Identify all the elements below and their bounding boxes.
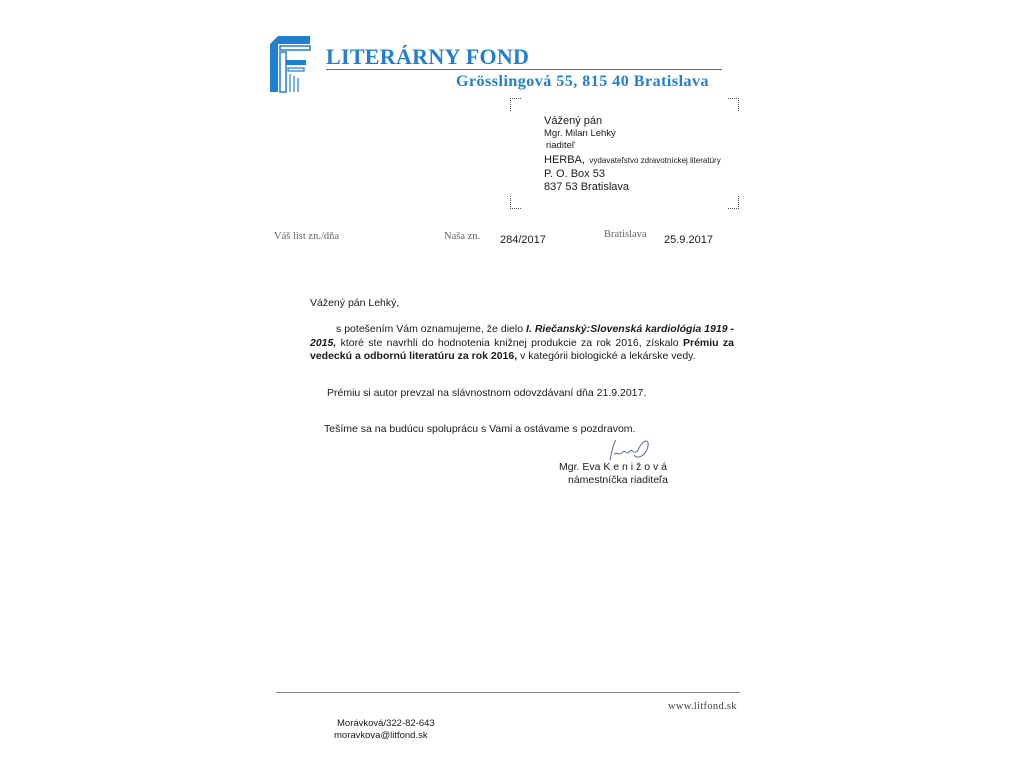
footer-contact-phone: Morávková/322-82-643 (337, 718, 435, 729)
greeting: Vážený pán Lehký, (310, 297, 400, 309)
paragraph-closing: Tešíme sa na budúcu spoluprácu s Vami a ostávame s pozdravom. (324, 423, 636, 435)
footer-rule (276, 692, 740, 693)
footer-contact-email: moravkova@litfond.sk (334, 730, 428, 741)
p1-text-c: ktoré ste navrhli do hodnotenia knižnej produkcie za rok 2016, získalo (336, 336, 683, 349)
our-ref-value: 284/2017 (500, 234, 546, 246)
litfond-logo-icon (268, 34, 314, 94)
letterhead-rule (326, 69, 722, 70)
paragraph-award-date: Prémiu si autor prevzal na slávnostnom odovzdávaní dňa 21.9.2017. (327, 387, 647, 399)
address-window-corner (510, 196, 521, 209)
our-ref-label: Naša zn. (444, 231, 481, 242)
book-title: I. Riečanský:Slovenská kardiológia 1919 - 2015, (310, 323, 734, 349)
org-name: LITERÁRNY FOND (326, 44, 530, 69)
recipient-role: riaditeľ (546, 140, 575, 151)
recipient-company-line (544, 150, 721, 168)
signatory-name: Mgr. Eva K e n i ž o v á (559, 461, 667, 473)
address-window-corner (728, 196, 739, 209)
recipient-company: HERBA, (544, 154, 585, 166)
signatory-title: námestníčka riaditeľa (568, 474, 668, 486)
recipient-salutation: Vážený pán (544, 115, 603, 127)
footer-website: www.litfond.sk (668, 701, 737, 712)
recipient-name: Mgr. Milan Lehký (544, 128, 616, 139)
address-window-corner (728, 98, 739, 111)
p1-text-e: v kategórii biologické a lekárske vedy. (517, 350, 696, 362)
place-label: Bratislava (604, 229, 647, 240)
recipient-po-box: P. O. Box 53 (544, 168, 605, 180)
recipient-company-note: vydavateľstvo zdravotníckej literatúry (589, 156, 721, 165)
address-window-corner (510, 98, 521, 111)
letter-date: 25.9.2017 (664, 234, 713, 246)
award-name: Prémiu za vedeckú a odbornú literatúru za rok 2016, (310, 336, 734, 362)
recipient-city: 837 53 Bratislava (544, 181, 629, 193)
org-address: Grösslingová 55, 815 40 Bratislava (456, 73, 710, 90)
paragraph-announcement (310, 323, 734, 364)
p1-text-a: s potešením Vám oznamujeme, že dielo (336, 323, 527, 335)
your-ref-label: Váš list zn./dňa (274, 231, 340, 242)
